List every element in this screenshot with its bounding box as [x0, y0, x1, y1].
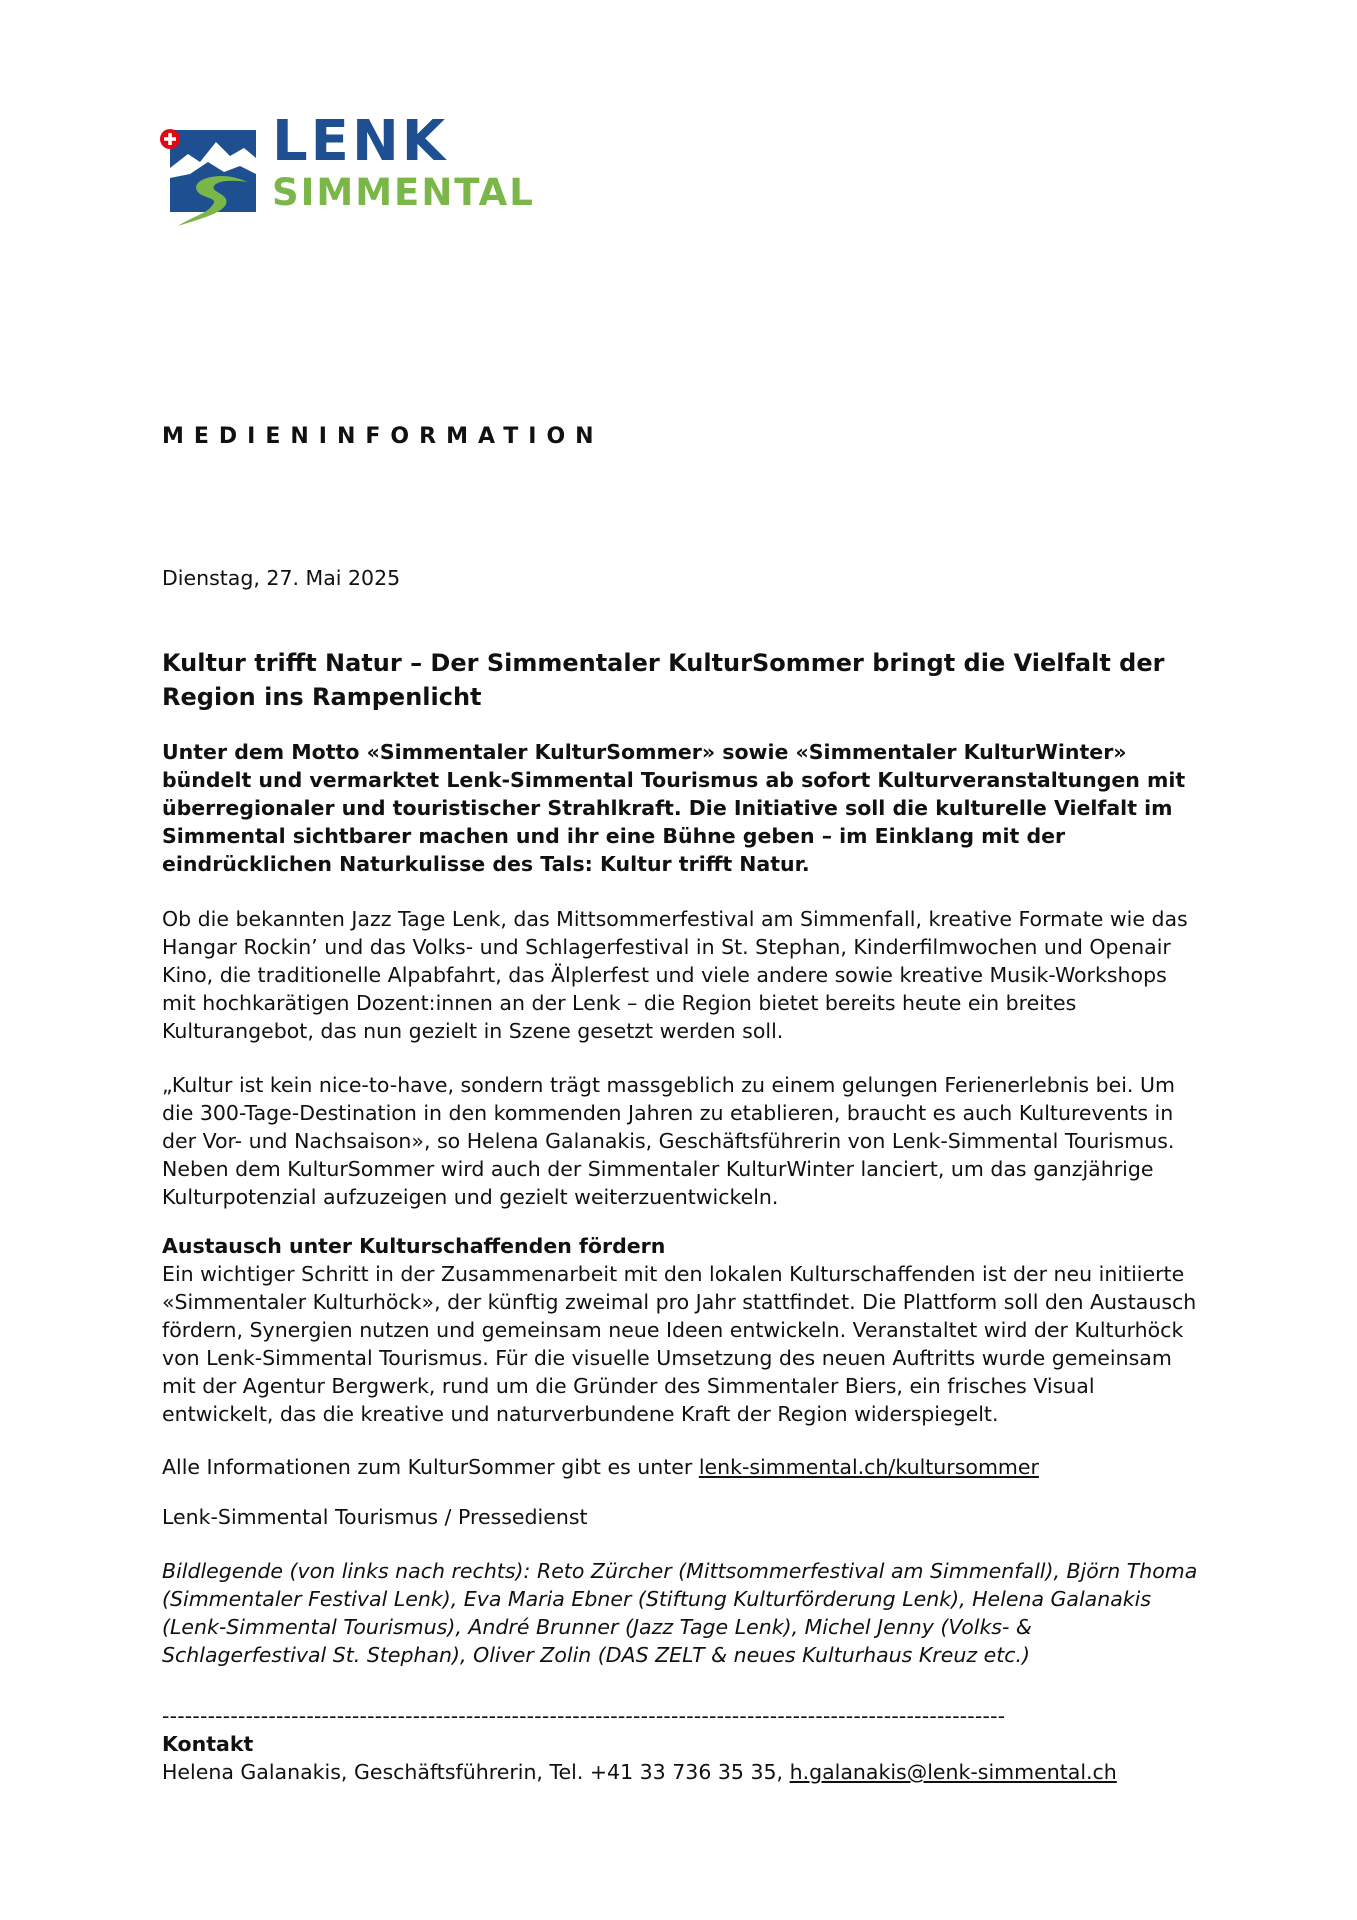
lead-paragraph: Unter dem Motto «Simmentaler KulturSommer» sowie «Simmentaler KulturWinter» bündelt und vermarktet Lenk-Simmental Tourismus ab sofort Kulturveranstaltungen mit überregionaler und touristischer Strahlkraft. Die Initiative soll die kulturelle Vielfalt im Simmental sichtbarer machen und ihr eine Bühne geben – im Einklang mit der eindrücklichen Naturkulisse des Tals: Kultur trifft Natur.	[162, 740, 1186, 876]
image-caption: Bildlegende (von links nach rechts): Reto Zürcher (Mittsommerfestival am Simmenfall), Björn Thoma (Simmentaler Festival Lenk), Eva Maria Ebner (Stiftung Kulturförderung Lenk), Helena Galanakis (Lenk-Simmental Tourismus), André Brunner (Jazz Tage Lenk), Michel Jenny (Volks- & Schlagerfestival St. Stephan), Oliver Zolin (DAS ZELT & neues Kulturhaus Kreuz etc.)	[162, 1559, 1198, 1667]
info-text: Alle Informationen zum KulturSommer gibt es unter	[162, 1455, 699, 1479]
sender-line: Lenk-Simmental Tourismus / Pressedienst	[162, 1505, 588, 1529]
info-line	[162, 1453, 1202, 1481]
subheading: Austausch unter Kulturschaffenden fördern	[162, 1234, 666, 1258]
document-label: MEDIENINFORMATION	[162, 424, 604, 449]
lenk-simmental-logo	[160, 109, 540, 232]
contact-heading: Kontakt	[162, 1732, 254, 1756]
contact-text: Helena Galanakis, Geschäftsführerin, Tel. +41 33 736 35 35,	[162, 1760, 790, 1784]
logo-word-simmental: SIMMENTAL	[272, 171, 535, 214]
body-paragraph-3: Ein wichtiger Schritt in der Zusammenarbeit mit den lokalen Kulturschaffenden ist der neu initiierte «Simmentaler Kulturhöck», der künftig zweimal pro Jahr stattfindet. Die Plattform soll den Austausch fördern, Synergien nutzen und gemeinsam neue Ideen entwickeln. Veranstaltet wird der Kulturhöck von Lenk-Simmental Tourismus. Für die visuelle Umsetzung des neuen Auftritts wurde gemeinsam mit der Agentur Bergwerk, rund um die Gründer des Simmentaler Biers, ein frisches Visual entwickelt, das die kreative und naturverbundene Kraft der Region widerspiegelt.	[162, 1262, 1197, 1426]
logo-word-lenk: LENK	[272, 109, 449, 174]
logo-mark-icon	[160, 128, 264, 232]
contact-line	[162, 1758, 1202, 1786]
document-date: Dienstag, 27. Mai 2025	[162, 566, 401, 590]
headline: Kultur trifft Natur – Der Simmentaler KulturSommer bringt die Vielfalt der Region ins Rampenlicht	[162, 649, 1165, 711]
contact-email-link[interactable]: h.galanakis@lenk-simmental.ch	[789, 1760, 1117, 1784]
body-paragraph-1: Ob die bekannten Jazz Tage Lenk, das Mittsommerfestival am Simmenfall, kreative Formate wie das Hangar Rockin’ und das Volks- und Schlagerfestival in St. Stephan, Kinderfilmwochen und Openair Kino, die traditionelle Alpabfahrt, das Älplerfest und viele andere sowie kreative Musik-Workshops mit hochkarätigen Dozent:innen an der Lenk – die Region bietet bereits heute ein breites Kulturangebot, das nun gezielt in Szene gesetzt werden soll.	[162, 907, 1188, 1043]
body-paragraph-2: „Kultur ist kein nice-to-have, sondern trägt massgeblich zu einem gelungen Ferienerlebnis bei. Um die 300-Tage-Destination in den kommenden Jahren zu etablieren, braucht es auch Kulturevents in der Vor- und Nachsaison», so Helena Galanakis, Geschäftsführerin von Lenk-Simmental Tourismus. Neben dem KulturSommer wird auch der Simmentaler KulturWinter lanciert, um das ganzjährige Kulturpotenzial aufzuzeigen und gezielt weiterzuentwickeln.	[162, 1073, 1175, 1209]
kultursommer-link[interactable]: lenk-simmental.ch/kultursommer	[698, 1455, 1039, 1479]
divider-line: ---------------------------------------------------------------------------------------------------------------	[162, 1704, 1006, 1728]
